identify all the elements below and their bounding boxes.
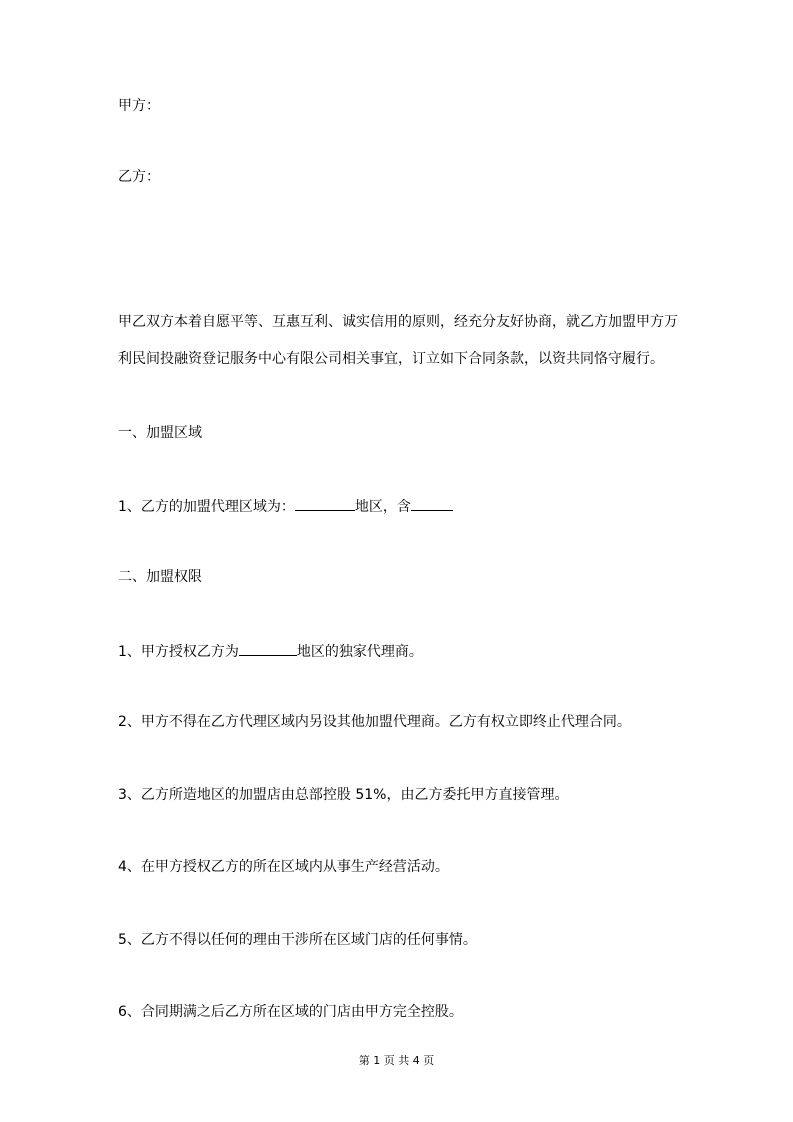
section-2-heading: 二、加盟权限 xyxy=(118,569,202,585)
section-2-item-6: 6、合同期满之后乙方所在区域的门店由甲方完全控股。 xyxy=(118,1004,463,1020)
item-text: 1、甲方授权乙方为 xyxy=(118,644,239,660)
section-2-item-4: 4、在甲方授权乙方的所在区域内从事生产经营活动。 xyxy=(118,859,449,875)
section-2-item-5: 5、乙方不得以任何的理由干涉所在区域门店的任何事情。 xyxy=(118,932,477,948)
item-text: 1、乙方的加盟代理区域为： xyxy=(118,499,295,515)
fill-in-blank xyxy=(411,496,453,511)
section-1-heading: 一、加盟区域 xyxy=(118,425,202,441)
page-footer: 第 1 页 共 4 页 xyxy=(358,1054,435,1067)
section-1-item-1 xyxy=(118,496,453,516)
intro-paragraph-line-2: 利民间投融资登记服务中心有限公司相关事宜，订立如下合同条款，以资共同恪守履行。 xyxy=(118,351,664,367)
section-2-item-1 xyxy=(118,641,423,661)
fill-in-blank xyxy=(295,496,355,511)
section-2-item-3: 3、乙方所造地区的加盟店由总部控股 51%，由乙方委托甲方直接管理。 xyxy=(118,787,569,803)
fill-in-blank xyxy=(239,641,297,656)
intro-paragraph-line-1: 甲乙双方本着自愿平等、互惠互利、诚实信用的原则，经充分友好协商，就乙方加盟甲方万 xyxy=(118,314,678,330)
party-b-label: 乙方： xyxy=(118,169,160,185)
item-text: 地区，含 xyxy=(354,499,411,515)
item-text: 地区的独家代理商。 xyxy=(296,644,423,660)
section-2-item-2: 2、甲方不得在乙方代理区域内另设其他加盟代理商。乙方有权立即终止代理合同。 xyxy=(118,714,631,730)
party-a-label: 甲方： xyxy=(118,98,160,114)
